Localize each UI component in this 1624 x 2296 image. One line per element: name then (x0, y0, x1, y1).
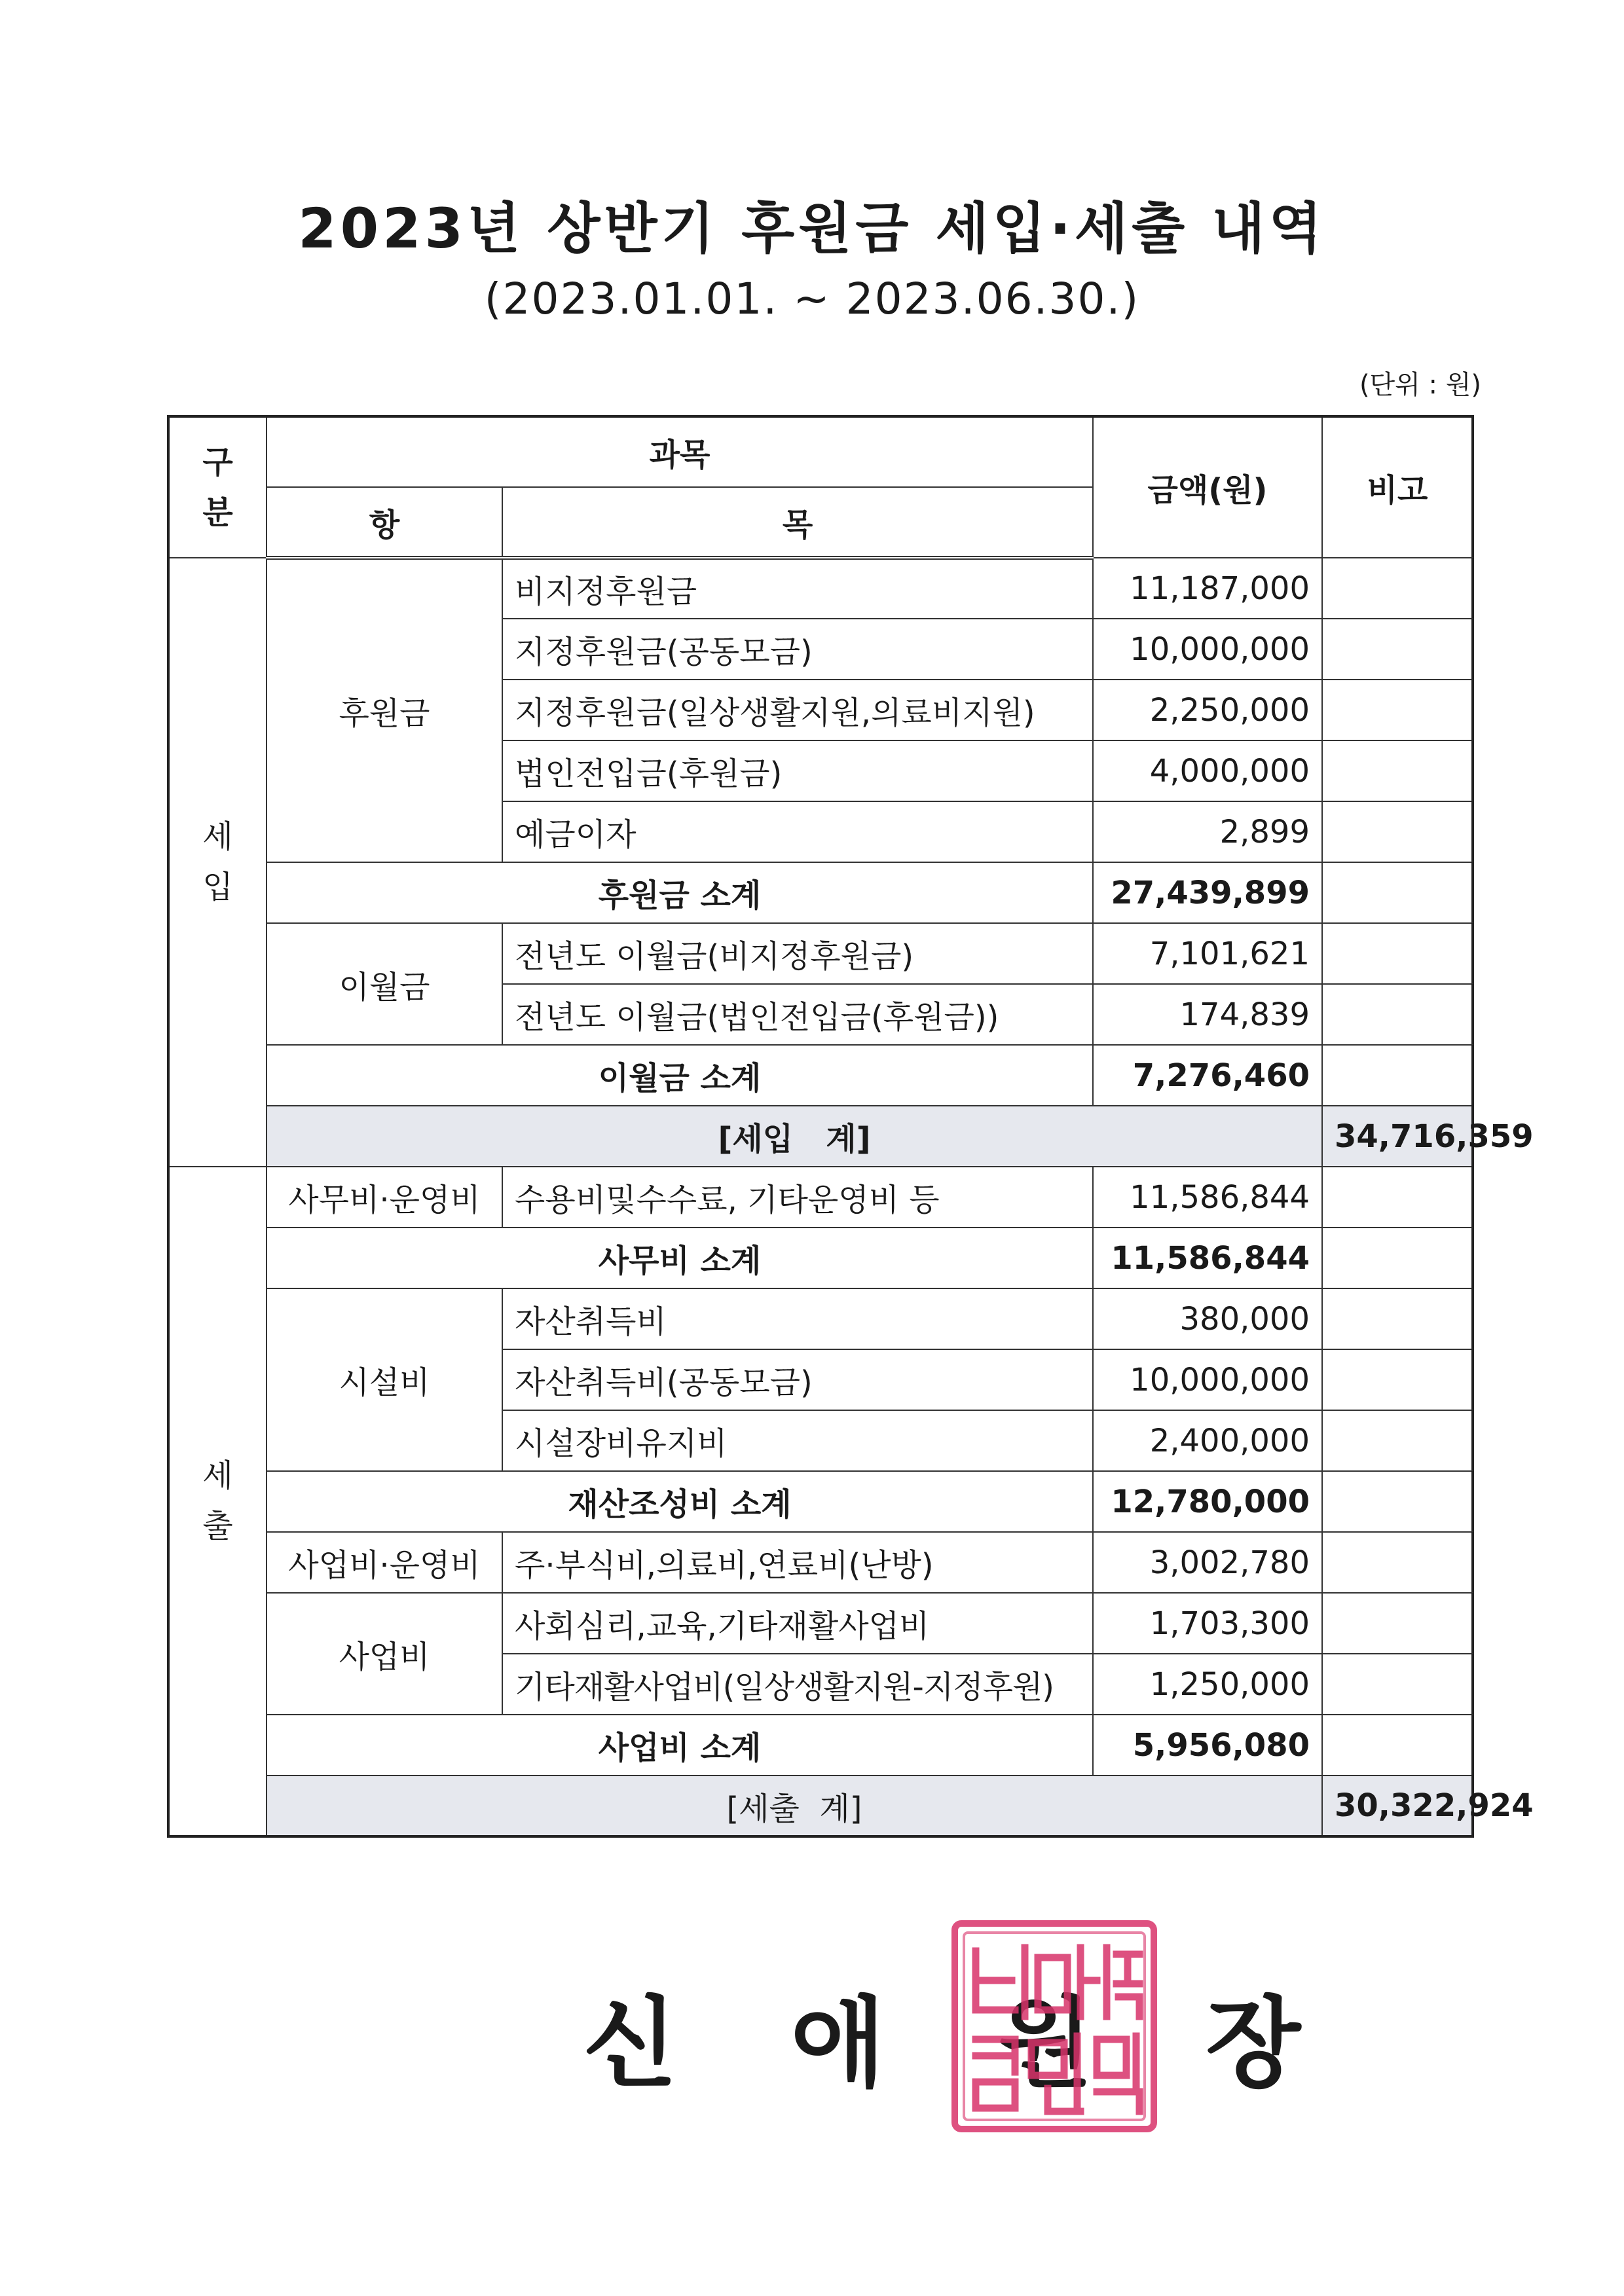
header-amount: 금액(원) (1093, 416, 1322, 558)
subtotal-label: 후원금 소계 (267, 862, 1093, 923)
subtotal-amount: 5,956,080 (1093, 1715, 1322, 1776)
document-period: (2023.01.01. ~ 2023.06.30.) (484, 274, 1140, 324)
amount-cell: 11,586,844 (1093, 1167, 1322, 1228)
remark-cell (1322, 1654, 1473, 1715)
remark-cell (1322, 1593, 1473, 1654)
table-row (168, 558, 1473, 619)
income-total-label: [세입 계] (267, 1106, 1322, 1167)
header-subject: 과목 (267, 416, 1093, 487)
amount-cell: 10,000,000 (1093, 619, 1322, 680)
detail-cell: 예금이자 (502, 801, 1093, 862)
detail-cell: 자산취득비(공동모금) (502, 1349, 1093, 1410)
item-office: 사무비·운영비 (267, 1167, 502, 1228)
expense-total-label: [세출 계] (267, 1776, 1322, 1836)
remark-cell (1322, 1532, 1473, 1593)
expense-total-amount: 30,322,924 (1322, 1776, 1473, 1836)
amount-cell: 7,101,621 (1093, 923, 1322, 984)
amount-cell: 2,400,000 (1093, 1410, 1322, 1471)
table-row (168, 1532, 1473, 1593)
remark-cell (1322, 740, 1473, 801)
signature: 신 애 원 장 (583, 1986, 1340, 2101)
amount-cell: 1,703,300 (1093, 1593, 1322, 1654)
detail-cell: 전년도 이월금(비지정후원금) (502, 923, 1093, 984)
header-remark: 비고 (1322, 416, 1473, 558)
income-section-label: 세 입 (168, 558, 267, 1167)
subtotal-label: 이월금 소계 (267, 1045, 1093, 1106)
header-category: 구 분 (168, 416, 267, 558)
detail-cell: 지정후원금(일상생활지원,의료비지원) (502, 680, 1093, 740)
detail-cell: 기타재활사업비(일상생활지원-지정후원) (502, 1654, 1093, 1715)
amount-cell: 4,000,000 (1093, 740, 1322, 801)
amount-cell: 380,000 (1093, 1288, 1322, 1349)
total-row (168, 1776, 1473, 1836)
subtotal-amount: 11,586,844 (1093, 1228, 1322, 1288)
amount-cell: 11,187,000 (1093, 558, 1322, 619)
subtotal-row (168, 1715, 1473, 1776)
remark-cell (1322, 1410, 1473, 1471)
item-project: 사업비 (267, 1593, 502, 1715)
subtotal-label: 재산조성비 소계 (267, 1471, 1093, 1532)
income-total-amount: 34,716,359 (1322, 1106, 1473, 1167)
remark-cell (1322, 1349, 1473, 1410)
amount-cell: 3,002,780 (1093, 1532, 1322, 1593)
table-row (168, 923, 1473, 984)
detail-cell: 지정후원금(공동모금) (502, 619, 1093, 680)
remark-cell (1322, 1288, 1473, 1349)
header-detail: 목 (502, 487, 1093, 558)
item-carryover: 이월금 (267, 923, 502, 1045)
subtotal-row (168, 862, 1473, 923)
subtotal-row (168, 1045, 1473, 1106)
remark-cell (1322, 1045, 1473, 1106)
detail-cell: 비지정후원금 (502, 558, 1093, 619)
item-donation: 후원금 (267, 558, 502, 862)
table-row (168, 1167, 1473, 1228)
document-title: 2023년 상반기 후원금 세입·세출 내역 (298, 196, 1326, 261)
remark-cell (1322, 1471, 1473, 1532)
remark-cell (1322, 1228, 1473, 1288)
total-row (168, 1106, 1473, 1167)
subtotal-amount: 27,439,899 (1093, 862, 1322, 923)
detail-cell: 시설장비유지비 (502, 1410, 1093, 1471)
detail-cell: 주·부식비,의료비,연료비(난방) (502, 1532, 1093, 1593)
item-project-op: 사업비·운영비 (267, 1532, 502, 1593)
item-facility: 시설비 (267, 1288, 502, 1471)
table-row (168, 1288, 1473, 1349)
detail-cell: 사회심리,교육,기타재활사업비 (502, 1593, 1093, 1654)
ledger-table (167, 415, 1534, 1838)
expense-section-label: 세 출 (168, 1167, 267, 1836)
subtotal-label: 사무비 소계 (267, 1228, 1093, 1288)
table-row (168, 1593, 1473, 1654)
amount-cell: 174,839 (1093, 984, 1322, 1045)
detail-cell: 전년도 이월금(법인전입금(후원금)) (502, 984, 1093, 1045)
detail-cell: 수용비및수수료, 기타운영비 등 (502, 1167, 1093, 1228)
amount-cell: 10,000,000 (1093, 1349, 1322, 1410)
amount-cell: 1,250,000 (1093, 1654, 1322, 1715)
header-item: 항 (267, 487, 502, 558)
unit-label: (단위 : 원) (1359, 370, 1481, 400)
remark-cell (1322, 984, 1473, 1045)
remark-cell (1322, 680, 1473, 740)
remark-cell (1322, 862, 1473, 923)
official-seal-icon (950, 1918, 1159, 2134)
detail-cell: 법인전입금(후원금) (502, 740, 1093, 801)
subtotal-row (168, 1471, 1473, 1532)
subtotal-label: 사업비 소계 (267, 1715, 1093, 1776)
remark-cell (1322, 923, 1473, 984)
remark-cell (1322, 1167, 1473, 1228)
remark-cell (1322, 1715, 1473, 1776)
remark-cell (1322, 619, 1473, 680)
detail-cell: 자산취득비 (502, 1288, 1093, 1349)
amount-cell: 2,899 (1093, 801, 1322, 862)
subtotal-amount: 12,780,000 (1093, 1471, 1322, 1532)
amount-cell: 2,250,000 (1093, 680, 1322, 740)
remark-cell (1322, 558, 1473, 619)
remark-cell (1322, 801, 1473, 862)
subtotal-row (168, 1228, 1473, 1288)
subtotal-amount: 7,276,460 (1093, 1045, 1322, 1106)
